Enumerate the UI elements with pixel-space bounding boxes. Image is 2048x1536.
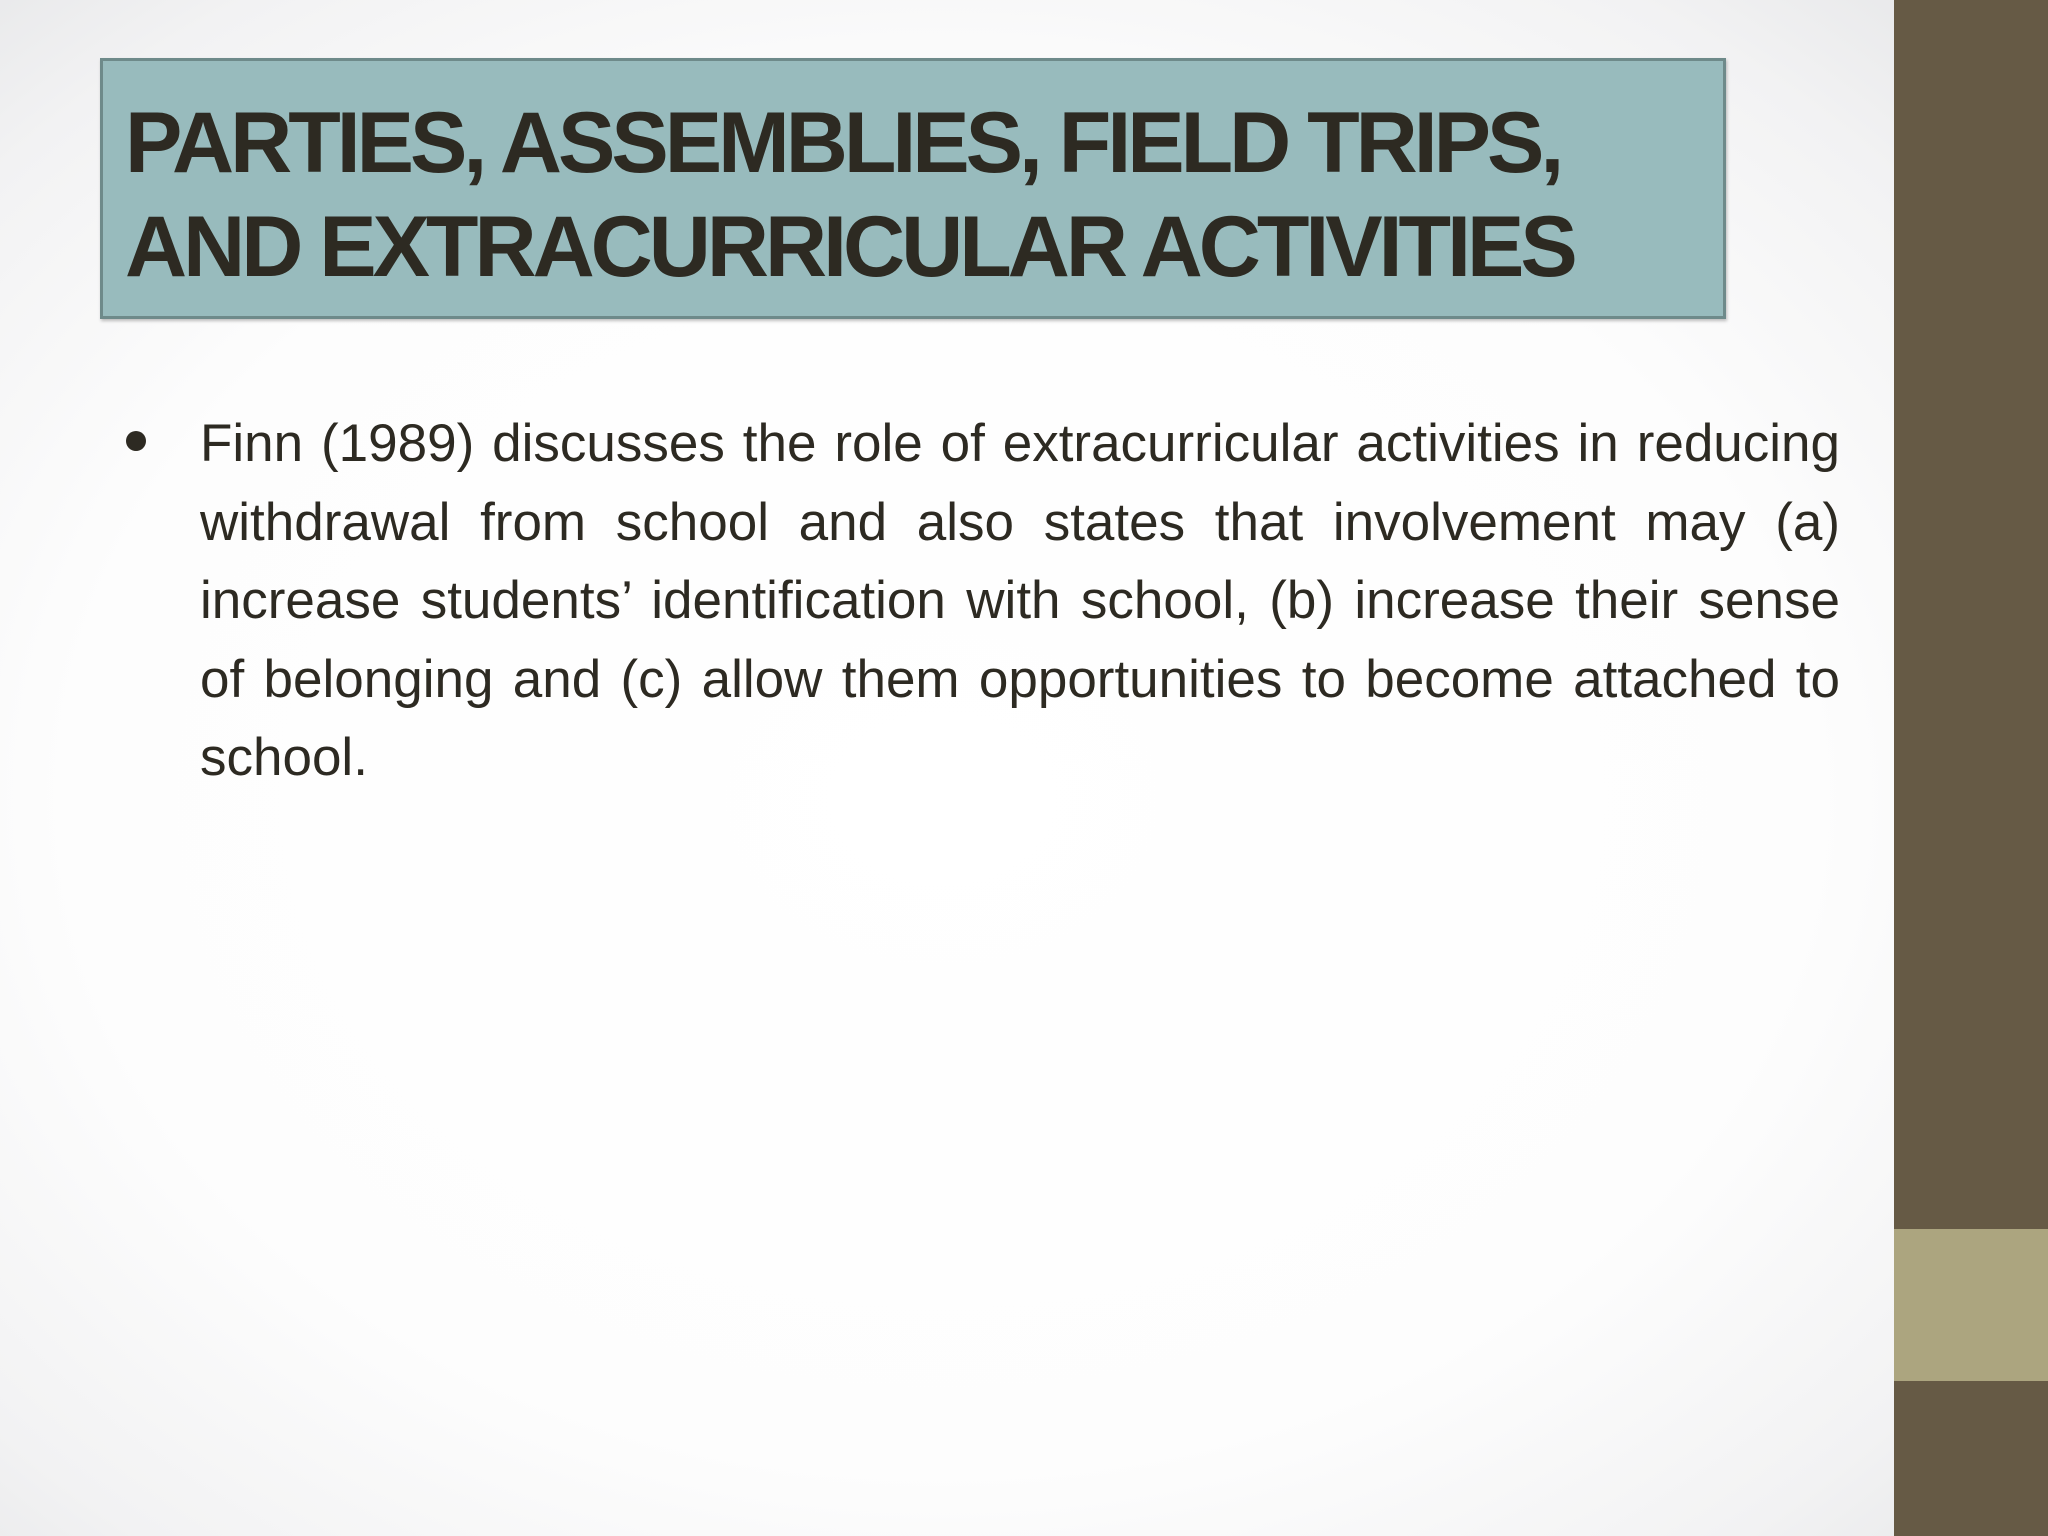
bullet-list: [120, 405, 1840, 798]
slide-title-line-2: AND EXTRACURRICULAR ACTIVITIES: [125, 199, 1574, 295]
title-box: [100, 58, 1726, 319]
bullet-item: [120, 405, 1840, 798]
bullet-dot-icon: [126, 431, 146, 451]
slide-title-line-1: PARTIES, ASSEMBLIES, FIELD TRIPS,: [125, 95, 1561, 191]
slide-title: [125, 91, 1725, 299]
side-decoration-accent: [1894, 1229, 2048, 1381]
bullet-text: Finn (1989) discusses the role of extracurricular activities in reducing withdrawal from school and also states that involvement may (a) increase students’ identification with school, (b) increase their sense of belonging and (c) allow them opportunities to become attached to school.: [200, 414, 1840, 787]
